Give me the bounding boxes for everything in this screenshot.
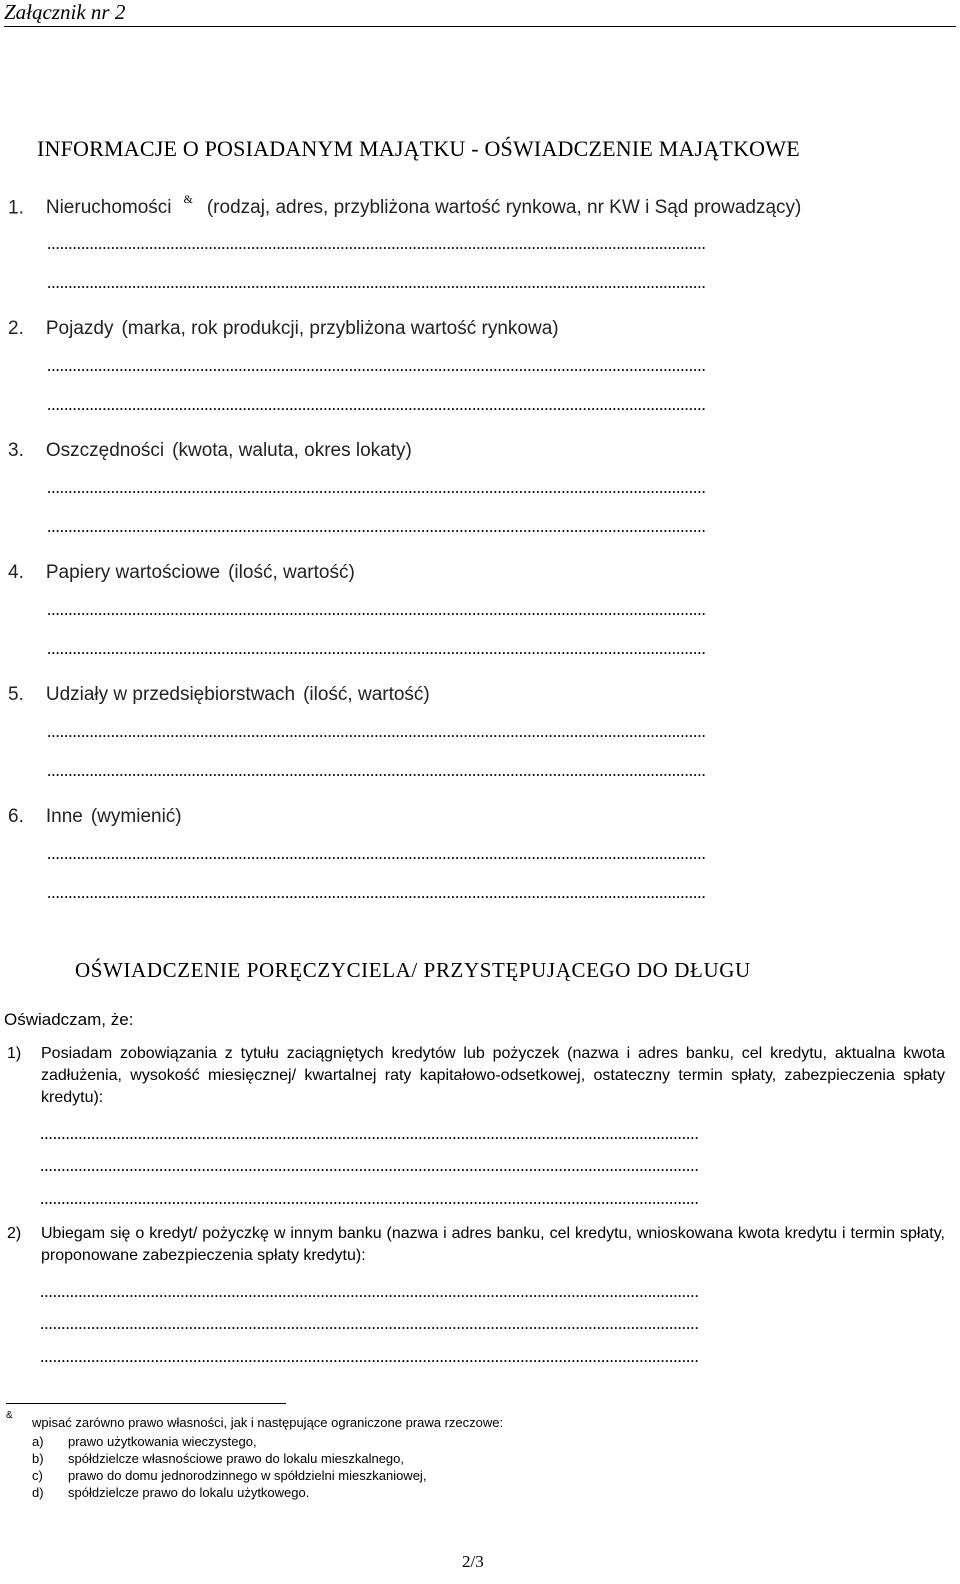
footnote-letter: c) — [32, 1468, 43, 1483]
dotted-line: ........................................................................................................................................................... — [47, 517, 706, 536]
item-2 — [8, 318, 559, 340]
footnote-letter: b) — [32, 1451, 44, 1466]
dotted-line: ........................................................................................................................................................... — [47, 722, 706, 741]
dotted-line: ........................................................................................................................................................... — [47, 883, 706, 902]
item-label: Nieruchomości — [45, 197, 172, 219]
dotted-line: ........................................................................................................................................................... — [40, 1189, 699, 1208]
item-description: (ilość, wartość) — [228, 562, 355, 583]
item-number: 3. — [8, 440, 24, 461]
item-description: (rodzaj, adres, przybliżona wartość rynkowa, nr KW i Sąd prowadzący) — [206, 197, 802, 219]
dotted-line: ........................................................................................................................................................... — [47, 844, 706, 863]
item-5 — [8, 684, 430, 706]
dotted-line: ........................................................................................................................................................... — [47, 478, 706, 497]
dotted-line: ........................................................................................................................................................... — [47, 234, 706, 253]
dotted-line: ........................................................................................................................................................... — [47, 600, 706, 619]
dotted-line: ........................................................................................................................................................... — [47, 395, 706, 414]
item-label: Inne — [45, 806, 83, 827]
footnote-text: wpisać zarówno prawo własności, jak i następujące ograniczone prawa rzeczowe: — [32, 1415, 504, 1430]
dotted-line: ........................................................................................................................................................... — [47, 639, 706, 658]
dotted-line: ........................................................................................................................................................... — [47, 761, 706, 780]
dotted-line: ........................................................................................................................................................... — [40, 1156, 699, 1175]
item-description: (wymienić) — [90, 806, 182, 827]
footnote-entry: prawo do domu jednorodzinnego w spółdzielni mieszkaniowej, — [68, 1468, 427, 1483]
footnote-letter: d) — [32, 1485, 44, 1500]
item-number: 5. — [8, 684, 24, 705]
item-label: Papiery wartościowe — [45, 562, 221, 583]
dotted-line: ........................................................................................................................................................... — [40, 1347, 699, 1366]
declaration-intro: Oświadczam, że: — [4, 1010, 134, 1029]
dotted-line: ........................................................................................................................................................... — [47, 356, 706, 375]
dotted-line: ........................................................................................................................................................... — [40, 1282, 699, 1301]
paragraph-2: Ubiegam się o kredyt/ pożyczkę w innym banku (nazwa i adres banku, cel kredytu, wnioskowana kwota kredytu i termin spłaty, proponowane zabezpieczenia spłaty kredytu): — [41, 1225, 945, 1264]
item-number: 1. — [8, 197, 24, 219]
item-description: (ilość, wartość) — [303, 684, 430, 705]
dotted-line: ........................................................................................................................................................... — [40, 1314, 699, 1333]
item-number: 4. — [8, 562, 24, 583]
footnote-entry: prawo użytkowania wieczystego, — [68, 1434, 257, 1449]
page-number: 2/3 — [462, 1552, 484, 1571]
attachment-title: Załącznik nr 2 — [4, 0, 126, 24]
item-label: Udziały w przedsiębiorstwach — [45, 684, 296, 705]
item-1 — [8, 192, 802, 219]
item-description: (kwota, waluta, okres lokaty) — [172, 440, 412, 461]
page-title: INFORMACJE O POSIADANYM MAJĄTKU - OŚWIADCZENIE MAJĄTKOWE — [37, 136, 800, 161]
item-description: (marka, rok produkcji, przybliżona wartość rynkowa) — [121, 318, 559, 339]
footnote-entry: spółdzielcze prawo do lokalu użytkowego. — [68, 1485, 310, 1500]
item-label: Oszczędności — [45, 440, 165, 461]
header-divider — [4, 26, 956, 27]
item-number: 6. — [8, 806, 24, 827]
dotted-line: ........................................................................................................................................................... — [40, 1124, 699, 1143]
footnote-marker: & — [183, 192, 193, 206]
footnote-divider — [6, 1403, 286, 1404]
paragraph-number: 2) — [7, 1225, 22, 1242]
paragraph-number: 1) — [7, 1045, 22, 1062]
item-4 — [8, 562, 355, 584]
item-3 — [8, 440, 412, 462]
item-6 — [8, 806, 182, 828]
footnote-letter: a) — [32, 1434, 44, 1449]
paragraph-1: Posiadam zobowiązania z tytułu zaciągniętych kredytów lub pożyczek (nazwa i adres banku, cel kredytu, aktualna kwota zadłużenia, wysokość miesięcznej/ kwartalnej raty kapitałowo-odsetkowej, ostateczny termin spłaty, zabezpieczenia spłaty kredytu): — [41, 1045, 945, 1106]
footnote-entry: spółdzielcze własnościowe prawo do lokalu mieszkalnego, — [68, 1451, 405, 1466]
item-label: Pojazdy — [45, 318, 114, 339]
dotted-line: ........................................................................................................................................................... — [47, 273, 706, 292]
declaration-title: OŚWIADCZENIE PORĘCZYCIELA/ PRZYSTĘPUJĄCEGO DO DŁUGU — [75, 958, 751, 982]
footnote-marker: & — [6, 1410, 13, 1421]
item-number: 2. — [8, 318, 24, 339]
